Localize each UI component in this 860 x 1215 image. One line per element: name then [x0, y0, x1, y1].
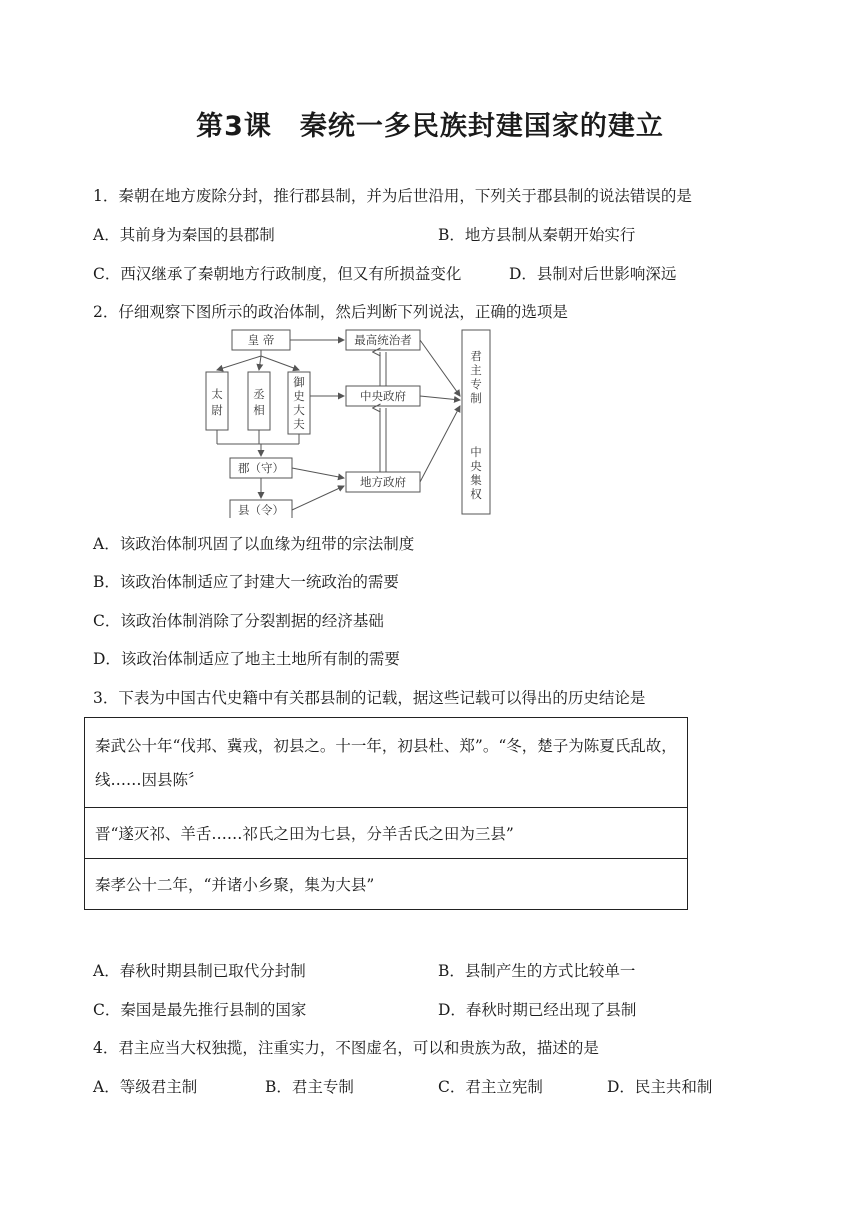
lesson-name: 秦统一多民族封建国家的建立	[299, 111, 664, 142]
chengxiang-label-2: 相	[253, 403, 265, 417]
page-title	[0, 104, 860, 143]
emperor-label: 皇 帝	[247, 333, 275, 347]
q2-option-b: B．该政治体制适应了封建大一统政治的需要	[93, 573, 399, 591]
q1-option-a: A．其前身为秦国的县郡制	[93, 226, 275, 244]
table-row	[85, 859, 688, 910]
local-label: 地方政府	[360, 475, 406, 489]
records-table	[84, 717, 688, 910]
q3-option-c: C．秦国是最先推行县制的国家	[93, 1001, 307, 1019]
chengxiang-box	[248, 372, 270, 430]
yushi-label-3: 大	[293, 403, 305, 417]
side-top-1: 君	[470, 349, 482, 363]
q1-option-d: D．县制对后世影响深远	[509, 265, 677, 283]
lesson-number: 第3课	[196, 111, 272, 142]
side-bottom-1: 中	[470, 445, 482, 459]
record-cell: 秦武公十年“伐邦、冀戎，初县之。十一年，初县杜、郑”。“冬，楚子为陈夏氏乱故，线……因县陈〞	[85, 718, 688, 808]
q1-option-b: B．地方县制从秦朝开始实行	[438, 226, 636, 244]
central-label: 中央政府	[360, 389, 406, 403]
q4-option-c: C．君主立宪制	[438, 1078, 543, 1096]
q3-option-d: D．春秋时期已经出现了县制	[438, 1001, 637, 1019]
xian-label: 县（令）	[238, 503, 284, 517]
taiwei-box	[206, 372, 228, 430]
q4-option-d: D．民主共和制	[607, 1078, 713, 1096]
side-top-4: 制	[470, 391, 482, 405]
q2-option-a: A．该政治体制巩固了以血缘为纽带的宗法制度	[93, 535, 415, 553]
record-cell: 晋“遂灭祁、羊舌……祁氏之田为七县，分羊舌氏之田为三县”	[85, 808, 688, 859]
q4-stem: 4．君主应当大权独揽，注重实力，不图虚名，可以和贵族为敌，描述的是	[93, 1039, 599, 1057]
q3-stem: 3．下表为中国古代史籍中有关郡县制的记载，据这些记载可以得出的历史结论是	[93, 689, 646, 707]
yushi-label-2: 史	[293, 389, 305, 403]
yushi-label-4: 夫	[293, 417, 305, 431]
taiwei-label-2: 尉	[211, 403, 223, 417]
table-row	[85, 718, 688, 808]
q4-option-b: B．君主专制	[265, 1078, 354, 1096]
q2-option-c: C．该政治体制消除了分裂割据的经济基础	[93, 612, 384, 630]
taiwei-label-1: 太	[211, 387, 223, 401]
q2-option-d: D．该政治体制适应了地主土地所有制的需要	[93, 650, 400, 668]
side-bottom-3: 集	[470, 473, 482, 487]
q2-stem: 2．仔细观察下图所示的政治体制，然后判断下列说法，正确的选项是	[93, 303, 568, 321]
political-system-diagram	[198, 326, 496, 518]
side-top-2: 主	[470, 363, 482, 377]
record-cell: 秦孝公十二年，“并诸小乡聚，集为大县”	[85, 859, 688, 910]
side-top-3: 专	[470, 377, 482, 391]
q3-option-b: B．县制产生的方式比较单一	[438, 962, 636, 980]
jun-label: 郡（守）	[238, 461, 284, 475]
supreme-label: 最高统治者	[354, 333, 412, 347]
q4-option-a: A．等级君主制	[93, 1078, 198, 1096]
side-bottom-2: 央	[470, 459, 482, 473]
chengxiang-label-1: 丞	[253, 387, 265, 401]
q1-stem: 1．秦朝在地方废除分封，推行郡县制，并为后世沿用，下列关于郡县制的说法错误的是	[93, 187, 692, 205]
table-row	[85, 808, 688, 859]
q1-option-c: C．西汉继承了秦朝地方行政制度，但又有所损益变化	[93, 265, 462, 283]
side-bottom-4: 权	[470, 487, 482, 501]
q3-option-a: A．春秋时期县制已取代分封制	[93, 962, 306, 980]
yushi-label-1: 御	[293, 375, 305, 389]
